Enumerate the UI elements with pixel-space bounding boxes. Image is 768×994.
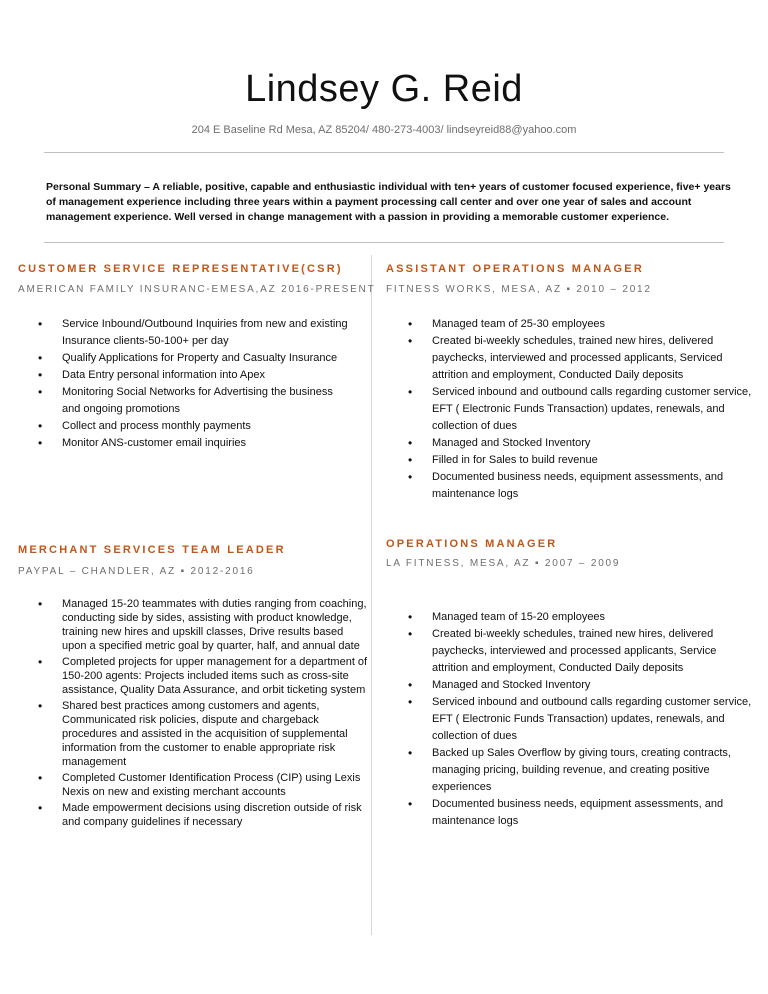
header-divider (44, 152, 724, 153)
resume-name: Lindsey G. Reid (245, 68, 523, 110)
job-bullet-item: • Service Inbound/Outbound Inquiries from new and existing Insurance clients-50-100+ per day (38, 316, 348, 350)
job-bullet-list (38, 316, 348, 452)
job-title: CUSTOMER SERVICE REPRESENTATIVE(CSR) (18, 263, 343, 275)
job-bullet-list (38, 597, 368, 831)
job-bullet-item: • Collect and process monthly payments (38, 418, 348, 435)
personal-summary: Personal Summary – A reliable, positive, capable and enthusiastic individual with ten+ years of customer focused experience, five+ years of management experience including three years within a payment processing call center and over one year of sales and account management experience. Well versed in change management with a passion in providing a memorable customer experience. (46, 181, 731, 223)
job-subtitle: AMERICAN FAMILY INSURANC-EMESA,AZ 2016-PRESENT (18, 284, 376, 295)
job-bullet-item: • Made empowerment decisions using discretion outside of risk and company guidelines if necessary (38, 801, 368, 829)
job-title: OPERATIONS MANAGER (386, 538, 558, 550)
job-bullet-item: • Documented business needs, equipment assessments, and maintenance logs (408, 796, 754, 830)
job-subtitle: PAYPAL – CHANDLER, AZ ▪ 2012-2016 (18, 566, 255, 577)
column-divider (371, 255, 372, 935)
job-title: MERCHANT SERVICES TEAM LEADER (18, 544, 286, 556)
job-bullet-item: • Shared best practices among customers and agents, Communicated risk policies, dispute and chargeback procedures and assisted in the acquisition of supplemental information from the customer to enable appropriate risk management (38, 699, 368, 769)
job-bullet-item: • Filled in for Sales to build revenue (408, 452, 754, 469)
job-bullet-item: • Managed and Stocked Inventory (408, 435, 754, 452)
job-bullet-item: • Data Entry personal information into Apex (38, 367, 348, 384)
job-subtitle: FITNESS WORKS, MESA, AZ ▪ 2010 – 2012 (386, 284, 652, 295)
job-bullet-item: • Created bi-weekly schedules, trained new hires, delivered paychecks, interviewed and processed applicants, Service attrition and employment, Conducted Daily deposits (408, 626, 754, 677)
job-bullet-item: • Created bi-weekly schedules, trained new hires, delivered paychecks, interviewed and processed applicants, Serviced attrition and employment, Conducted Daily deposits (408, 333, 754, 384)
job-bullet-item: • Managed team of 15-20 employees (408, 609, 754, 626)
job-bullet-item: • Documented business needs, equipment assessments, and maintenance logs (408, 469, 754, 503)
job-bullet-item: • Managed and Stocked Inventory (408, 677, 754, 694)
job-bullet-item: • Managed 15-20 teammates with duties ranging from coaching, conducting side by sides, assisting with product knowledge, training new hires and upskill classes, Drive results based upon a specified metric goal by quarter, half, and annual date (38, 597, 368, 653)
job-bullet-item: • Monitoring Social Networks for Advertising the business and ongoing promotions (38, 384, 348, 418)
job-bullet-item: • Serviced inbound and outbound calls regarding customer service, EFT ( Electronic Funds Transaction) updates, renewals, and collection of dues (408, 694, 754, 745)
job-bullet-item: • Serviced inbound and outbound calls regarding customer service, EFT ( Electronic Funds Transaction) updates, renewals, and collection of dues (408, 384, 754, 435)
job-subtitle: LA FITNESS, MESA, AZ ▪ 2007 – 2009 (386, 558, 621, 569)
job-title: ASSISTANT OPERATIONS MANAGER (386, 263, 644, 275)
job-bullet-item: • Completed Customer Identification Process (CIP) using Lexis Nexis on new and existing merchant accounts (38, 771, 368, 799)
contact-info: 204 E Baseline Rd Mesa, AZ 85204/ 480-273-4003/ lindseyreid88@yahoo.com (191, 124, 577, 136)
job-bullet-item: • Qualify Applications for Property and Casualty Insurance (38, 350, 348, 367)
job-bullet-item: • Completed projects for upper management for a department of 150-200 agents: Projects included items such as cross-site assistance, Quality Data Assurance, and orbit ticketing system (38, 655, 368, 697)
summary-divider (44, 242, 724, 243)
job-bullet-list (408, 316, 754, 503)
job-bullet-item: • Monitor ANS-customer email inquiries (38, 435, 348, 452)
job-bullet-item: • Backed up Sales Overflow by giving tours, creating contracts, managing pricing, building revenue, and creating positive experiences (408, 745, 754, 796)
job-bullet-item: • Managed team of 25-30 employees (408, 316, 754, 333)
job-bullet-list (408, 609, 754, 830)
